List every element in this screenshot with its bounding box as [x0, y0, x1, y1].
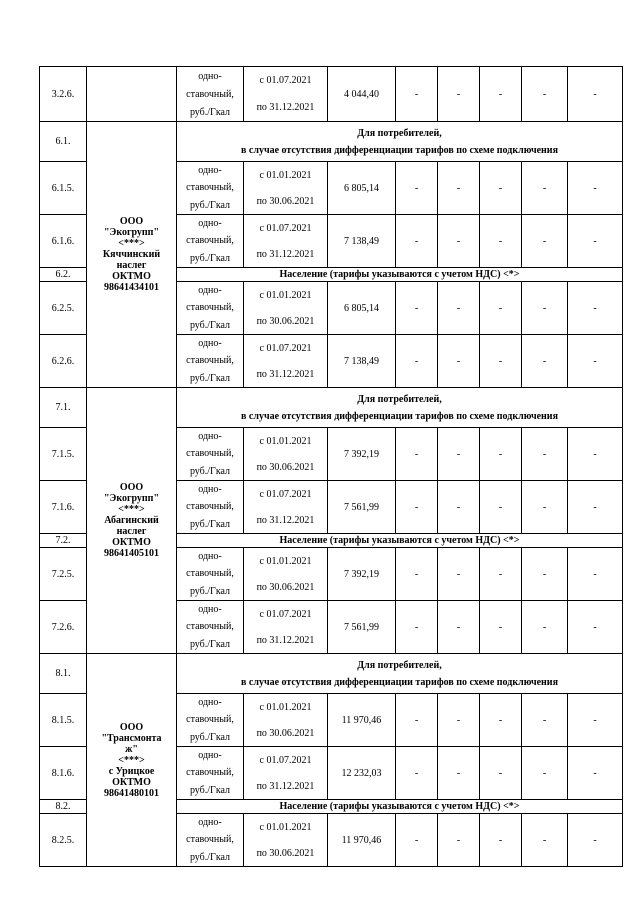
unit-text [177, 282, 243, 334]
row-number: 8.1. [40, 654, 87, 694]
unit-cell [177, 694, 244, 747]
unit-text-line: одно- [198, 551, 222, 563]
organization-line: <***> [118, 504, 145, 515]
period-cell [244, 747, 328, 800]
organization-line: Абагинский [104, 515, 159, 526]
period-cell [244, 481, 328, 534]
empty-dash-cell: - [396, 481, 438, 534]
unit-text-line: одно- [198, 697, 222, 709]
empty-dash-cell: - [480, 67, 522, 122]
unit-text-line: одно- [198, 165, 222, 177]
period-cell [244, 548, 328, 601]
heading-row [40, 122, 623, 162]
row-number: 6.2.6. [40, 335, 87, 388]
unit-text [177, 601, 243, 653]
empty-dash-cell: - [480, 548, 522, 601]
tariff-row [40, 67, 623, 122]
unit-text-line: руб./Гкал [189, 585, 231, 597]
organization-line: ООО [119, 216, 144, 227]
unit-text [177, 215, 243, 267]
unit-text-line: одно- [198, 817, 222, 829]
organization-line: "Экогрупп" [103, 493, 159, 504]
unit-text-line: одно- [198, 70, 222, 82]
period-text [244, 162, 327, 214]
row-number: 3.2.6. [40, 67, 87, 122]
empty-dash-cell: - [568, 601, 623, 654]
period-text [244, 814, 327, 866]
row-number: 8.1.5. [40, 694, 87, 747]
empty-dash-cell: - [480, 747, 522, 800]
empty-dash-cell: - [438, 747, 480, 800]
period-cell [244, 694, 328, 747]
tariff-value: 7 392,19 [328, 548, 396, 601]
unit-text-line: ставочный, [186, 88, 234, 100]
unit-cell [177, 481, 244, 534]
organization-line: ОКТМО [112, 537, 151, 548]
empty-dash-cell: - [568, 747, 623, 800]
unit-text-line: руб./Гкал [189, 372, 231, 384]
unit-text-line: руб./Гкал [189, 851, 231, 863]
empty-dash-cell: - [568, 814, 623, 867]
unit-text-line: ставочный, [186, 235, 234, 247]
unit-cell [177, 601, 244, 654]
heading-row [40, 654, 623, 694]
period-cell [244, 162, 328, 215]
organization-cell [87, 654, 177, 867]
tariff-value: 7 561,99 [328, 601, 396, 654]
empty-dash-cell: - [480, 162, 522, 215]
empty-dash-cell: - [480, 282, 522, 335]
empty-dash-cell: - [522, 747, 568, 800]
period-cell [244, 601, 328, 654]
empty-dash-cell: - [522, 694, 568, 747]
period-text-line: с 01.01.2021 [259, 435, 312, 447]
empty-dash-cell: - [396, 548, 438, 601]
unit-text [177, 747, 243, 799]
empty-dash-cell: - [522, 481, 568, 534]
unit-text-line: руб./Гкал [189, 518, 231, 530]
unit-text-line: ставочный, [186, 302, 234, 314]
empty-dash-cell: - [396, 335, 438, 388]
unit-text-line: руб./Гкал [189, 106, 231, 118]
unit-text-line: руб./Гкал [189, 319, 231, 331]
period-text [244, 335, 327, 387]
organization-line: "Трансмонта [101, 732, 162, 744]
row-number: 6.2. [40, 268, 87, 282]
unit-text-line: одно- [198, 285, 222, 297]
unit-text-line: одно- [198, 750, 222, 762]
row-number: 7.1. [40, 388, 87, 428]
organization-line: ООО [119, 482, 144, 493]
unit-text-line: ставочный, [186, 355, 234, 367]
unit-text [177, 481, 243, 533]
unit-cell [177, 428, 244, 481]
section-heading [177, 388, 623, 428]
empty-dash-cell: - [396, 215, 438, 268]
heading-row [40, 388, 623, 428]
empty-dash-cell: - [522, 335, 568, 388]
unit-text [177, 162, 243, 214]
section-heading-line: в случае отсутствия дифференциации тарифов по схеме подключения [241, 144, 558, 156]
period-text-line: по 31.12.2021 [256, 634, 315, 646]
tariff-value: 11 970,46 [328, 694, 396, 747]
empty-dash-cell: - [568, 162, 623, 215]
period-text [244, 481, 327, 533]
tariff-value: 7 138,49 [328, 215, 396, 268]
empty-dash-cell: - [480, 601, 522, 654]
unit-text-line: руб./Гкал [189, 465, 231, 477]
tariff-value: 7 392,19 [328, 428, 396, 481]
period-text-line: по 30.06.2021 [256, 195, 315, 207]
unit-text [177, 814, 243, 866]
unit-text-line: ставочный, [186, 767, 234, 779]
unit-text-line: одно- [198, 338, 222, 350]
period-text-line: с 01.01.2021 [259, 821, 312, 833]
organization-cell [87, 388, 177, 654]
empty-dash-cell: - [522, 162, 568, 215]
row-number: 7.2.6. [40, 601, 87, 654]
empty-dash-cell: - [568, 335, 623, 388]
unit-text-line: руб./Гкал [189, 199, 231, 211]
empty-dash-cell: - [438, 162, 480, 215]
unit-text-line: ставочный, [186, 501, 234, 513]
unit-text [177, 67, 243, 121]
empty-dash-cell: - [568, 428, 623, 481]
empty-dash-cell: - [396, 601, 438, 654]
empty-dash-cell: - [480, 215, 522, 268]
section-heading: Население (тарифы указываются с учетом НДС) <*> [177, 534, 623, 548]
unit-cell [177, 215, 244, 268]
empty-dash-cell: - [480, 814, 522, 867]
row-number: 8.2. [40, 800, 87, 814]
organization-line: ОКТМО [112, 776, 151, 788]
unit-text [177, 428, 243, 480]
period-text [244, 694, 327, 746]
organization-line: 98641434101 [104, 282, 159, 293]
period-cell [244, 335, 328, 388]
empty-dash-cell: - [522, 814, 568, 867]
section-heading-line: в случае отсутствия дифференциации тарифов по схеме подключения [241, 676, 558, 688]
row-number: 6.1.5. [40, 162, 87, 215]
empty-dash-cell: - [438, 481, 480, 534]
organization-line: <***> [118, 754, 145, 766]
tariff-value: 7 138,49 [328, 335, 396, 388]
empty-dash-cell: - [438, 548, 480, 601]
unit-cell [177, 67, 244, 122]
empty-dash-cell: - [396, 162, 438, 215]
empty-dash-cell: - [438, 694, 480, 747]
tariff-value: 6 805,14 [328, 162, 396, 215]
empty-dash-cell: - [522, 428, 568, 481]
empty-dash-cell: - [396, 67, 438, 122]
organization-line: Кяччинский [102, 249, 161, 260]
period-text-line: с 01.01.2021 [259, 701, 312, 713]
unit-text-line: ставочный, [186, 834, 234, 846]
period-cell [244, 215, 328, 268]
tariff-value: 12 232,03 [328, 747, 396, 800]
empty-dash-cell: - [438, 282, 480, 335]
unit-text-line: одно- [198, 218, 222, 230]
empty-dash-cell: - [522, 215, 568, 268]
unit-cell [177, 162, 244, 215]
period-cell [244, 814, 328, 867]
unit-cell [177, 335, 244, 388]
empty-dash-cell: - [522, 548, 568, 601]
empty-dash-cell: - [480, 694, 522, 747]
unit-text-line: ставочный, [186, 621, 234, 633]
empty-dash-cell: - [396, 694, 438, 747]
period-cell [244, 282, 328, 335]
unit-text [177, 335, 243, 387]
period-text-line: с 01.07.2021 [259, 608, 312, 620]
period-text-line: с 01.07.2021 [259, 222, 312, 234]
tariff-value: 6 805,14 [328, 282, 396, 335]
empty-dash-cell: - [438, 814, 480, 867]
organization-line: ООО [119, 721, 144, 733]
row-number: 6.2.5. [40, 282, 87, 335]
section-heading: Население (тарифы указываются с учетом НДС) <*> [177, 800, 623, 814]
tariff-table-body [40, 67, 623, 867]
period-cell [244, 428, 328, 481]
empty-dash-cell: - [438, 601, 480, 654]
period-text-line: по 30.06.2021 [256, 315, 315, 327]
period-text [244, 67, 327, 121]
organization-cell-empty [87, 67, 177, 122]
empty-dash-cell: - [438, 67, 480, 122]
period-cell [244, 67, 328, 122]
tariff-value: 11 970,46 [328, 814, 396, 867]
empty-dash-cell: - [568, 215, 623, 268]
period-text [244, 282, 327, 334]
unit-text-line: ставочный, [186, 182, 234, 194]
empty-dash-cell: - [480, 428, 522, 481]
empty-dash-cell: - [568, 67, 623, 122]
row-number: 6.1. [40, 122, 87, 162]
period-text-line: с 01.07.2021 [259, 488, 312, 500]
unit-cell [177, 747, 244, 800]
unit-text [177, 694, 243, 746]
section-heading-line: Для потребителей, [357, 127, 442, 139]
section-heading-line: Для потребителей, [357, 659, 442, 671]
section-heading-line: в случае отсутствия дифференциации тарифов по схеме подключения [241, 410, 558, 422]
period-text-line: по 31.12.2021 [256, 780, 315, 792]
unit-cell [177, 282, 244, 335]
unit-text-line: одно- [198, 484, 222, 496]
empty-dash-cell: - [396, 282, 438, 335]
period-text-line: по 31.12.2021 [256, 102, 315, 113]
row-number: 8.1.6. [40, 747, 87, 800]
unit-cell [177, 814, 244, 867]
unit-text-line: одно- [198, 431, 222, 443]
period-text-line: по 30.06.2021 [256, 727, 315, 739]
period-text-line: по 31.12.2021 [256, 248, 315, 260]
row-number: 7.2.5. [40, 548, 87, 601]
organization-line: 98641480101 [104, 787, 159, 799]
empty-dash-cell: - [396, 428, 438, 481]
period-text-line: с 01.01.2021 [259, 555, 312, 567]
period-text-line: по 30.06.2021 [256, 461, 315, 473]
period-text [244, 601, 327, 653]
period-text-line: по 30.06.2021 [256, 847, 315, 859]
row-number: 7.1.6. [40, 481, 87, 534]
empty-dash-cell: - [568, 282, 623, 335]
period-text-line: с 01.07.2021 [259, 75, 312, 86]
period-text-line: с 01.07.2021 [259, 754, 312, 766]
organization-line: наслег [116, 526, 147, 537]
unit-text-line: руб./Гкал [189, 731, 231, 743]
period-text [244, 548, 327, 600]
organization-line: ж" [125, 743, 138, 755]
period-text [244, 747, 327, 799]
section-heading: Население (тарифы указываются с учетом НДС) <*> [177, 268, 623, 282]
row-number: 8.2.5. [40, 814, 87, 867]
organization-line: наслег [116, 260, 147, 271]
empty-dash-cell: - [438, 428, 480, 481]
unit-text-line: руб./Гкал [189, 784, 231, 796]
organization-line: <***> [118, 238, 145, 249]
period-text-line: с 01.01.2021 [259, 169, 312, 181]
section-heading [177, 654, 623, 694]
tariff-table [39, 66, 623, 867]
organization-line: ОКТМО [112, 271, 151, 282]
period-text-line: по 31.12.2021 [256, 514, 315, 526]
organization-line: 98641405101 [104, 548, 159, 559]
empty-dash-cell: - [568, 481, 623, 534]
unit-text-line: одно- [198, 604, 222, 616]
unit-cell [177, 548, 244, 601]
organization-line: "Экогрупп" [103, 227, 159, 238]
period-text-line: по 30.06.2021 [256, 581, 315, 593]
empty-dash-cell: - [522, 282, 568, 335]
unit-text-line: ставочный, [186, 448, 234, 460]
unit-text-line: ставочный, [186, 568, 234, 580]
tariff-value: 7 561,99 [328, 481, 396, 534]
empty-dash-cell: - [396, 747, 438, 800]
organization-line: с Урицкое [108, 765, 155, 777]
organization-cell [87, 122, 177, 388]
row-number: 6.1.6. [40, 215, 87, 268]
section-heading-line: Для потребителей, [357, 393, 442, 405]
period-text-line: с 01.07.2021 [259, 342, 312, 354]
empty-dash-cell: - [568, 694, 623, 747]
empty-dash-cell: - [480, 481, 522, 534]
empty-dash-cell: - [522, 601, 568, 654]
unit-text-line: руб./Гкал [189, 252, 231, 264]
section-heading [177, 122, 623, 162]
unit-text-line: руб./Гкал [189, 638, 231, 650]
row-number: 7.1.5. [40, 428, 87, 481]
empty-dash-cell: - [568, 548, 623, 601]
unit-text-line: ставочный, [186, 714, 234, 726]
period-text [244, 428, 327, 480]
period-text-line: с 01.01.2021 [259, 289, 312, 301]
row-number: 7.2. [40, 534, 87, 548]
tariff-value: 4 044,40 [328, 67, 396, 122]
empty-dash-cell: - [438, 215, 480, 268]
period-text [244, 215, 327, 267]
period-text-line: по 31.12.2021 [256, 368, 315, 380]
unit-text [177, 548, 243, 600]
empty-dash-cell: - [480, 335, 522, 388]
empty-dash-cell: - [396, 814, 438, 867]
empty-dash-cell: - [438, 335, 480, 388]
empty-dash-cell: - [522, 67, 568, 122]
